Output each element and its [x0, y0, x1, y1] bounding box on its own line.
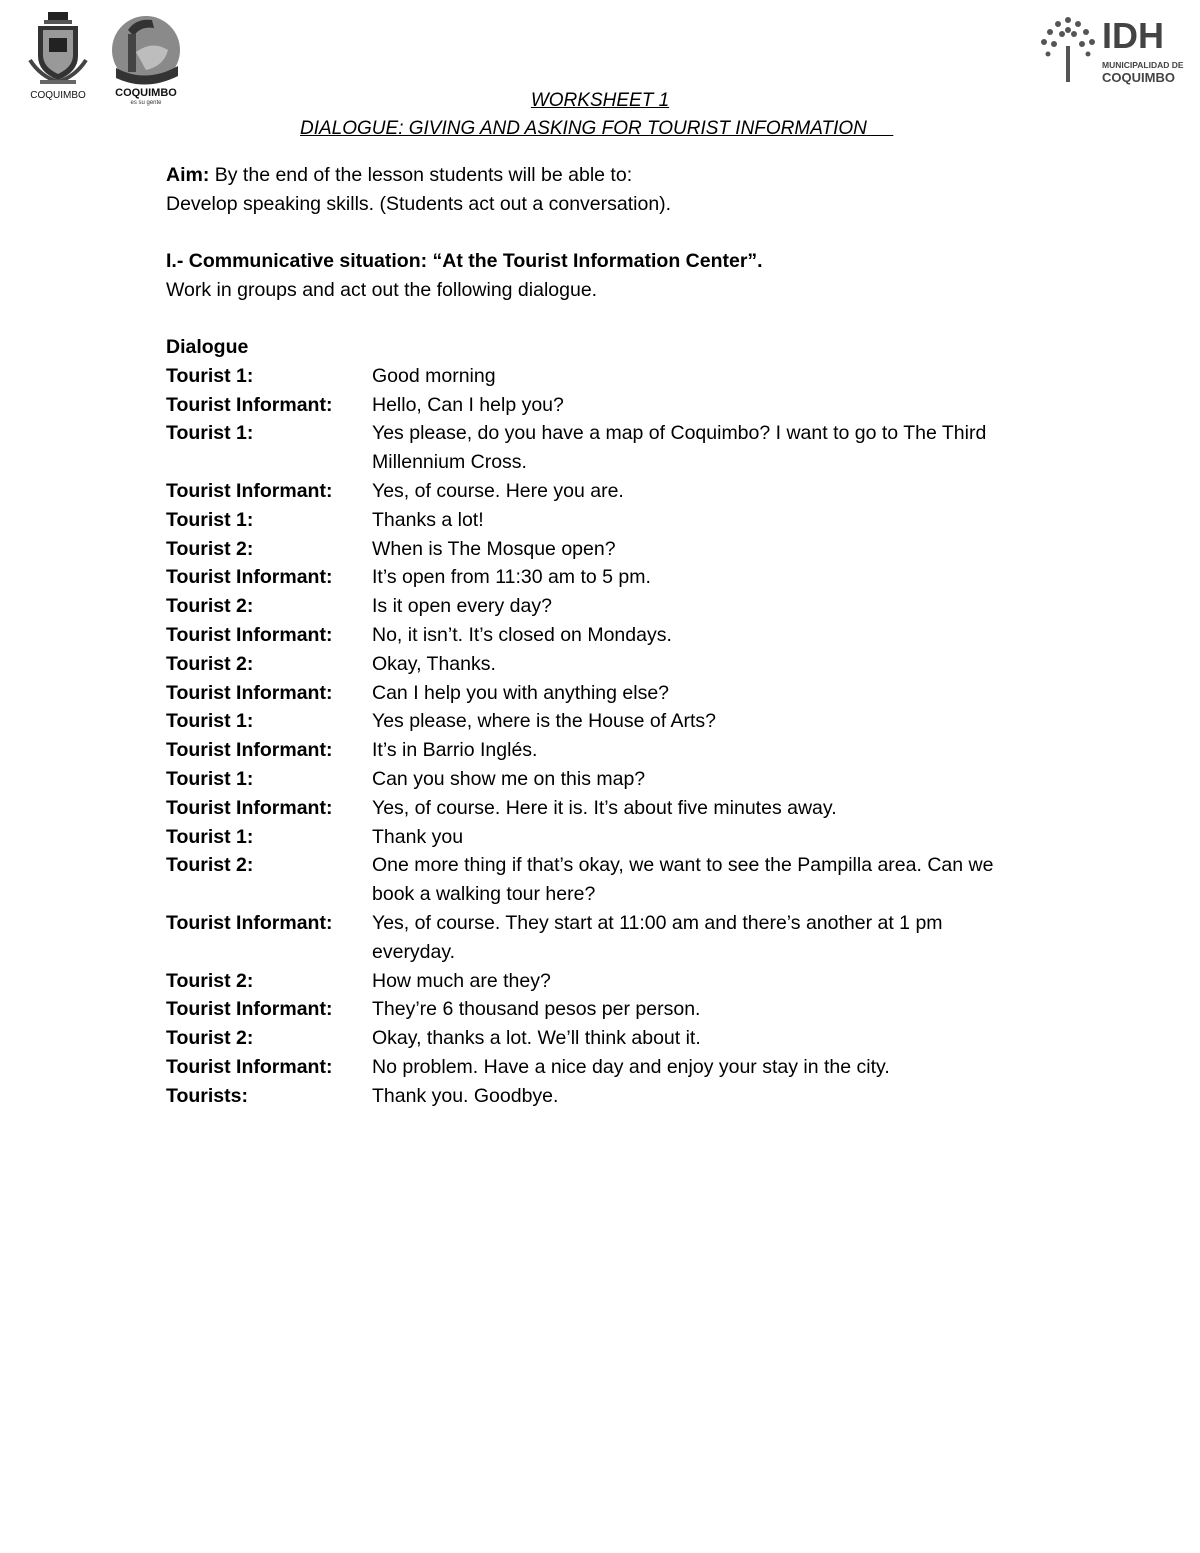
dialogue-text: No problem. Have a nice day and enjoy your stay in the city. — [372, 1055, 890, 1078]
dialogue-section — [166, 333, 1026, 1111]
dialogue-line — [166, 563, 1026, 592]
dialogue-speaker: Tourist Informant: — [166, 998, 333, 1021]
aim-section — [166, 161, 671, 218]
dialogue-text: Yes, of course. Here you are. — [372, 479, 624, 502]
aim-objective: Develop speaking skills. (Students act out a conversation). — [166, 192, 672, 215]
dialogue-text: Okay, Thanks. — [372, 652, 496, 675]
worksheet-subtitle — [300, 118, 924, 140]
dialogue-speaker: Tourist 1: — [166, 710, 254, 733]
dialogue-line — [166, 592, 1026, 621]
dialogue-line — [166, 535, 1026, 564]
dialogue-line — [166, 707, 1026, 736]
dialogue-text: Hello, Can I help you? — [372, 393, 564, 416]
situation-heading: I.- Communicative situation: “At the Tourist Information Center”. — [166, 250, 763, 272]
dialogue-text: Can I help you with anything else? — [372, 681, 670, 704]
dialogue-heading: Dialogue — [166, 336, 249, 358]
dialogue-speaker: Tourist 2: — [166, 1027, 254, 1050]
dialogue-speaker: Tourists: — [166, 1084, 248, 1107]
dialogue-text: Thank you. Goodbye. — [372, 1084, 559, 1107]
aim-text: By the end of the lesson students will be able to: — [209, 164, 633, 186]
dialogue-speaker: Tourist 1: — [166, 508, 254, 531]
dialogue-text: Okay, thanks a lot. We’ll think about it. — [372, 1027, 701, 1050]
dialogue-line — [166, 967, 1026, 996]
dialogue-line — [166, 765, 1026, 794]
situation-section — [166, 247, 763, 304]
dialogue-speaker: Tourist 2: — [166, 969, 254, 992]
dialogue-text: Good morning — [372, 364, 496, 387]
dialogue-text: Yes please, where is the House of Arts? — [372, 710, 716, 733]
dialogue-speaker: Tourist Informant: — [166, 796, 333, 819]
dialogue-line — [166, 909, 1026, 967]
aim-line — [166, 161, 671, 190]
dialogue-speaker: Tourist Informant: — [166, 681, 333, 704]
dialogue-speaker: Tourist Informant: — [166, 479, 333, 502]
dialogue-text: It’s open from 11:30 am to 5 pm. — [372, 566, 651, 589]
dialogue-speaker: Tourist 1: — [166, 825, 254, 848]
dialogue-line — [166, 391, 1026, 420]
dialogue-speaker: Tourist 2: — [166, 537, 254, 560]
dialogue-speaker: Tourist Informant: — [166, 623, 333, 646]
dialogue-text: They’re 6 thousand pesos per person. — [372, 998, 701, 1021]
dialogue-speaker: Tourist 2: — [166, 595, 254, 618]
dialogue-speaker: Tourist 1: — [166, 422, 254, 445]
dialogue-speaker: Tourist 2: — [166, 652, 254, 675]
dialogue-line — [166, 650, 1026, 679]
dialogue-speaker: Tourist 2: — [166, 854, 254, 877]
aim-label: Aim: — [166, 164, 210, 186]
dialogue-text: Thank you — [372, 825, 464, 848]
dialogue-speaker: Tourist Informant: — [166, 1055, 333, 1078]
dialogue-text: Yes, of course. Here it is. It’s about five minutes away. — [372, 796, 837, 819]
dialogue-speaker: Tourist Informant: — [166, 566, 333, 589]
dialogue-text: Yes please, do you have a map of Coquimbo? I want to go to The Third Millennium Cross. — [372, 422, 987, 474]
dialogue-text: Can you show me on this map? — [372, 767, 646, 790]
dialogue-line — [166, 1053, 1026, 1082]
dialogue-text: When is The Mosque open? — [372, 537, 616, 560]
idh-logo-subtitle-2: COQUIMBO — [1102, 70, 1175, 85]
dialogue-speaker: Tourist Informant: — [166, 393, 333, 416]
dialogue-text: Yes, of course. They start at 11:00 am and there’s another at 1 pm everyday. — [372, 911, 943, 963]
dialogue-line — [166, 823, 1026, 852]
dialogue-line — [166, 477, 1026, 506]
dialogue-line — [166, 362, 1026, 391]
coquimbo-logo-caption: COQUIMBO — [115, 87, 177, 99]
dialogue-text: It’s in Barrio Inglés. — [372, 739, 538, 762]
dialogue-speaker: Tourist Informant: — [166, 911, 333, 934]
dialogue-line — [166, 679, 1026, 708]
dialogue-line — [166, 995, 1026, 1024]
worksheet-subtitle-text: DIALOGUE: GIVING AND ASKING FOR TOURIST INFORMATION — [300, 118, 867, 139]
dialogue-text: No, it isn’t. It’s closed on Mondays. — [372, 623, 672, 646]
coat-of-arms-caption: COQUIMBO — [30, 90, 86, 101]
dialogue-speaker: Tourist Informant: — [166, 739, 333, 762]
coquimbo-logo-tagline: es su gente — [130, 100, 162, 106]
dialogue-line — [166, 736, 1026, 765]
dialogue-line — [166, 621, 1026, 650]
idh-logo-subtitle-1: MUNICIPALIDAD DE — [1102, 60, 1184, 70]
worksheet-title: WORKSHEET 1 — [530, 90, 670, 111]
dialogue-line — [166, 506, 1026, 535]
idh-logo-text: IDH — [1102, 15, 1164, 56]
dialogue-text: One more thing if that’s okay, we want to see the Pampilla area. Can we book a walking tour here? — [372, 854, 994, 906]
dialogue-text: Thanks a lot! — [372, 508, 484, 531]
situation-instruction: Work in groups and act out the following dialogue. — [166, 278, 598, 301]
dialogue-text: Is it open every day? — [372, 595, 552, 618]
dialogue-lines — [166, 362, 1026, 1111]
dialogue-speaker: Tourist 1: — [166, 767, 254, 790]
dialogue-line — [166, 1082, 1026, 1111]
dialogue-line — [166, 851, 1026, 909]
dialogue-line — [166, 794, 1026, 823]
dialogue-speaker: Tourist 1: — [166, 364, 254, 387]
idh-municipality-logo — [1030, 10, 1190, 88]
dialogue-line — [166, 419, 1026, 477]
dialogue-text: How much are they? — [372, 969, 551, 992]
dialogue-line — [166, 1024, 1026, 1053]
